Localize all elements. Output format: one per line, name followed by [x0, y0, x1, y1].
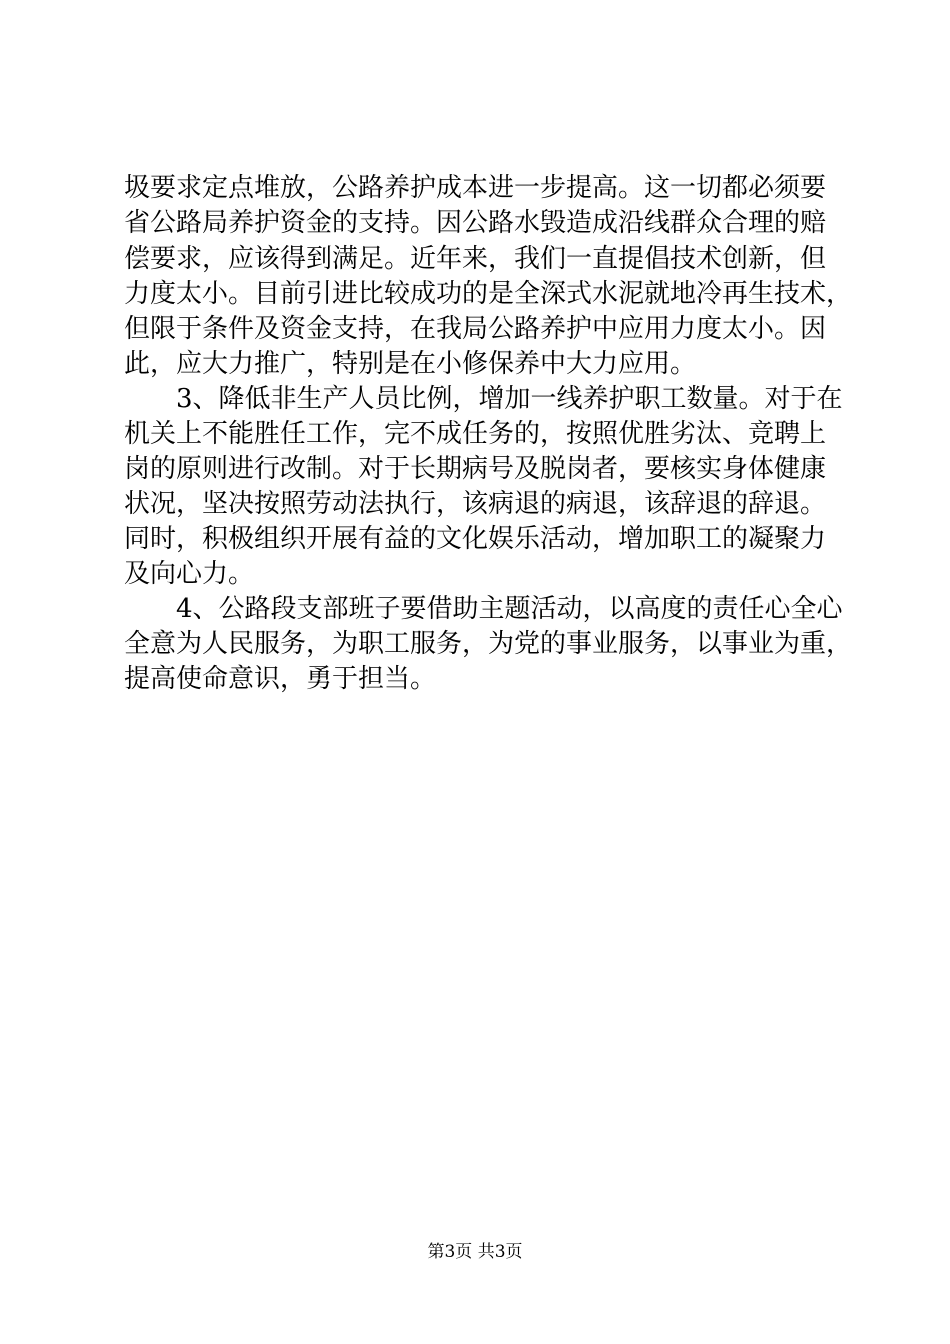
paragraph-first-line: 3、降低非生产人员比例，增加一线养护职工数量。对于在	[176, 384, 843, 414]
body-line: 岗的原则进行改制。对于长期病号及脱岗者，要核实身体健康	[124, 454, 827, 484]
body-line: 此，应大力推广，特别是在小修保养中大力应用。	[124, 349, 697, 379]
body-line: 全意为人民服务，为职工服务，为党的事业服务，以事业为重，	[124, 629, 853, 659]
body-line: 及向心力。	[124, 559, 255, 589]
body-line: 省公路局养护资金的支持。因公路水毁造成沿线群众合理的赔	[124, 208, 827, 238]
body-line: 状况，坚决按照劳动法执行，该病退的病退，该辞退的辞退。	[124, 489, 827, 519]
body-line: 但限于条件及资金支持，在我局公路养护中应用力度太小。因	[124, 314, 827, 344]
body-line: 提高使命意识，勇于担当。	[124, 664, 437, 694]
body-line: 偿要求，应该得到满足。近年来，我们一直提倡技术创新，但	[124, 244, 827, 274]
page-number-footer: 第3页 共3页	[427, 1242, 523, 1262]
body-line: 同时，积极组织开展有益的文化娱乐活动，增加职工的凝聚力	[124, 524, 827, 554]
body-line: 力度太小。目前引进比较成功的是全深式水泥就地冷再生技术，	[124, 279, 853, 309]
paragraph-first-line: 4、公路段支部班子要借助主题活动，以高度的责任心全心	[176, 594, 843, 624]
body-line: 圾要求定点堆放，公路养护成本进一步提高。这一切都必须要	[124, 173, 827, 203]
body-line: 机关上不能胜任工作，完不成任务的，按照优胜劣汰、竞聘上	[124, 419, 827, 449]
